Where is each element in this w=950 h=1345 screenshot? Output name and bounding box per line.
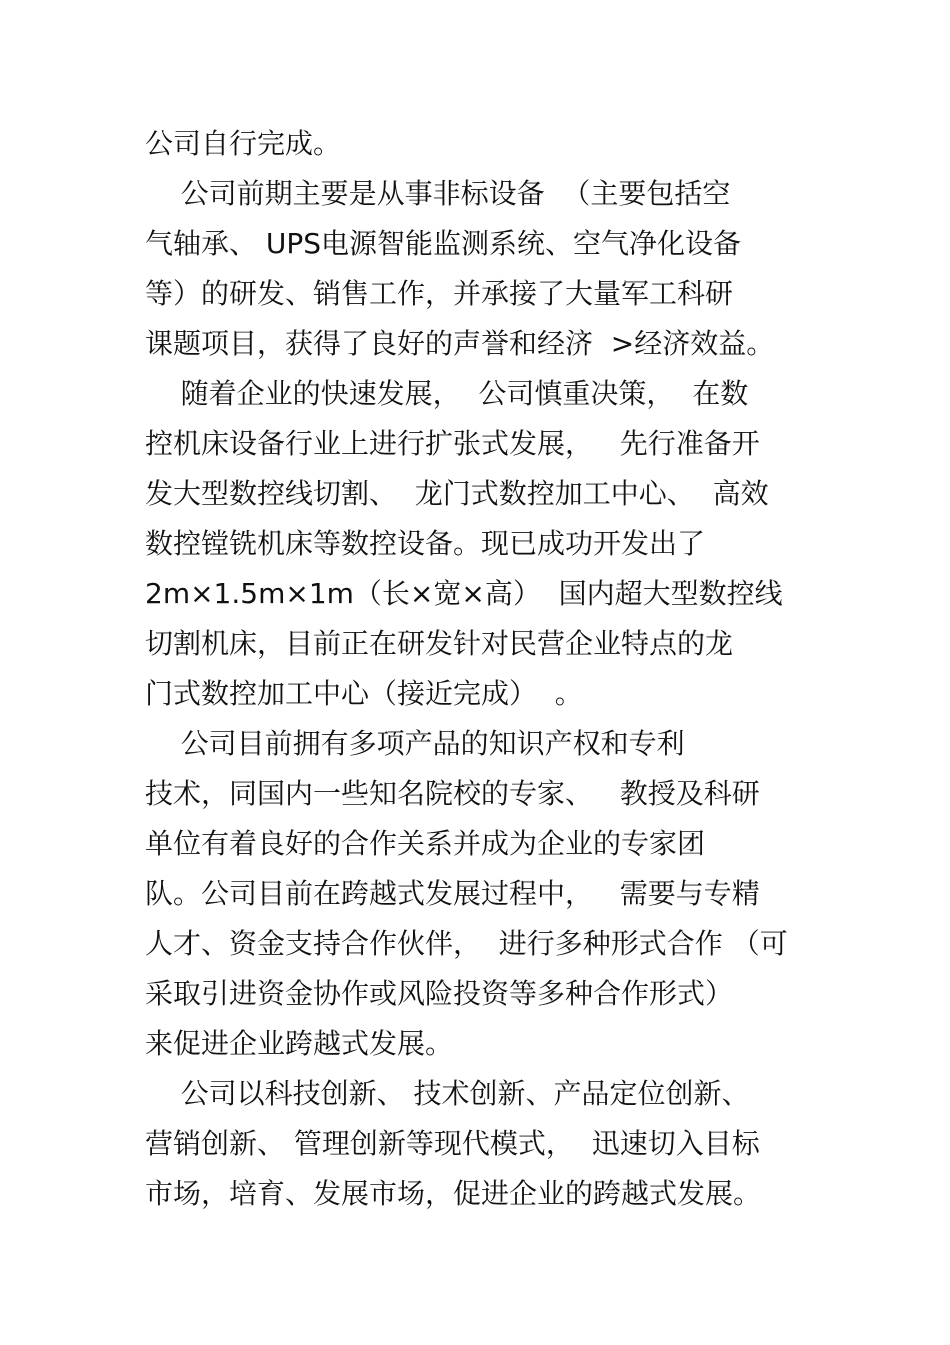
text-line: 门式数控加工中心（接近完成） 。 xyxy=(145,677,583,710)
text-line: 课题项目，获得了良好的声誉和经济 >经济效益。 xyxy=(145,327,775,360)
text-line: 气轴承、 UPS电源智能监测系统、空气净化设备 xyxy=(145,227,742,260)
text-line: 公司以科技创新、 技术创新、产品定位创新、 xyxy=(145,1077,750,1110)
text-line: 等）的研发、销售工作，并承接了大量军工科研 xyxy=(145,277,734,310)
text-line: 公司前期主要是从事非标设备 （主要包括空 xyxy=(145,177,731,210)
text-line: 人才、资金支持合作伙伴， 进行多种形式合作 （可 xyxy=(145,927,788,960)
text-line: 公司目前拥有多项产品的知识产权和专利 xyxy=(145,727,685,760)
text-line: 控机床设备行业上进行扩张式发展， 先行准备开 xyxy=(145,427,760,460)
text-line: 单位有着良好的合作关系并成为企业的专家团 xyxy=(145,827,706,860)
text-line: 技术，同国内一些知名院校的专家、 教授及科研 xyxy=(145,777,760,810)
text-line: 2m×1.5m×1m（长×宽×高） 国内超大型数控线 xyxy=(145,577,783,610)
text-line: 采取引进资金协作或风险投资等多种合作形式） xyxy=(145,977,734,1010)
text-line: 公司自行完成。 xyxy=(145,127,342,160)
text-line: 市场，培育、发展市场，促进企业的跨越式发展。 xyxy=(145,1177,762,1210)
text-line: 随着企业的快速发展， 公司慎重决策， 在数 xyxy=(145,377,749,410)
text-line: 切割机床，目前正在研发针对民营企业特点的龙 xyxy=(145,627,734,660)
text-line: 队。公司目前在跨越式发展过程中， 需要与专精 xyxy=(145,877,760,910)
text-line: 营销创新、 管理创新等现代模式， 迅速切入目标 xyxy=(145,1127,760,1160)
text-line: 来促进企业跨越式发展。 xyxy=(145,1027,454,1060)
text-line: 发大型数控线切割、 龙门式数控加工中心、 高效 xyxy=(145,477,769,510)
text-line: 数控镗铣机床等数控设备。现已成功开发出了 xyxy=(145,527,706,560)
